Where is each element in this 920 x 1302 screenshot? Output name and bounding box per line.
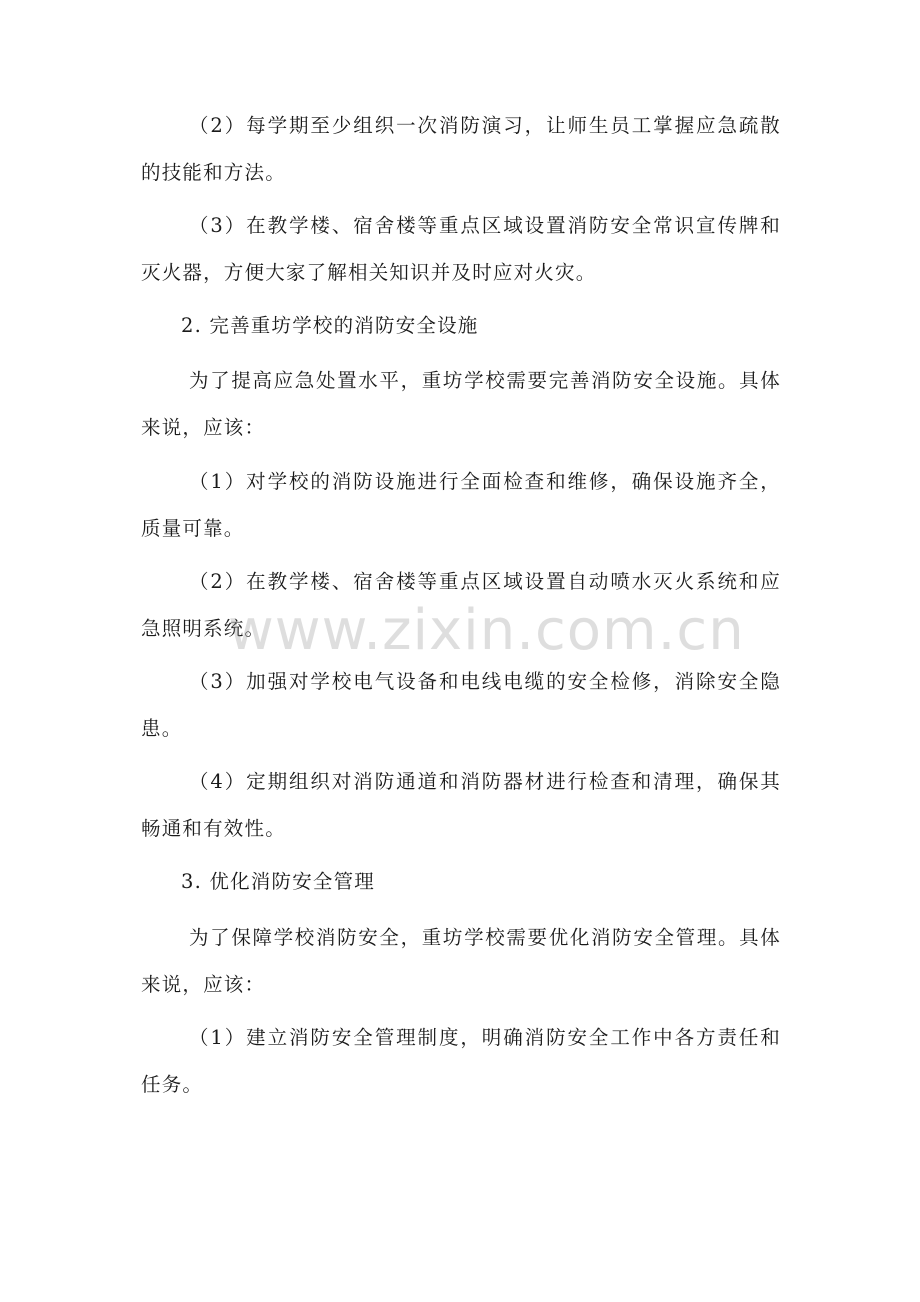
paragraph-management-item-1: （1）建立消防安全管理制度，明确消防安全工作中各方责任和任务。 [141, 1026, 781, 1096]
section-heading-3: 3. 优化消防安全管理 [181, 870, 376, 893]
paragraph-signage-item-3: （3）在教学楼、宿舍楼等重点区域设置消防安全常识宣传牌和灭火器，方便大家了解相关知识并及时应对火灾。 [141, 214, 781, 284]
paragraph-facilities-item-2: （2）在教学楼、宿舍楼等重点区域设置自动喷水灭火系统和应急照明系统。 [141, 570, 781, 640]
section-heading-2: 2. 完善重坊学校的消防安全设施 [181, 314, 479, 337]
paragraph-facilities-item-4: （4）定期组织对消防通道和消防器材进行检查和清理，确保其畅通和有效性。 [141, 770, 781, 840]
watermark-text: www.zixin.com.cn [228, 598, 745, 663]
paragraph-facilities-item-3: （3）加强对学校电气设备和电线电缆的安全检修，消除安全隐患。 [141, 670, 781, 740]
paragraph-drill-item-2: （2）每学期至少组织一次消防演习，让师生员工掌握应急疏散的技能和方法。 [141, 114, 781, 184]
paragraph-facilities-item-1: （1）对学校的消防设施进行全面检查和维修，确保设施齐全，质量可靠。 [141, 470, 781, 540]
paragraph-management-intro: 为了保障学校消防安全，重坊学校需要优化消防安全管理。具体来说，应该： [141, 926, 781, 996]
paragraph-facilities-intro: 为了提高应急处置水平，重坊学校需要完善消防安全设施。具体来说，应该： [141, 369, 781, 439]
